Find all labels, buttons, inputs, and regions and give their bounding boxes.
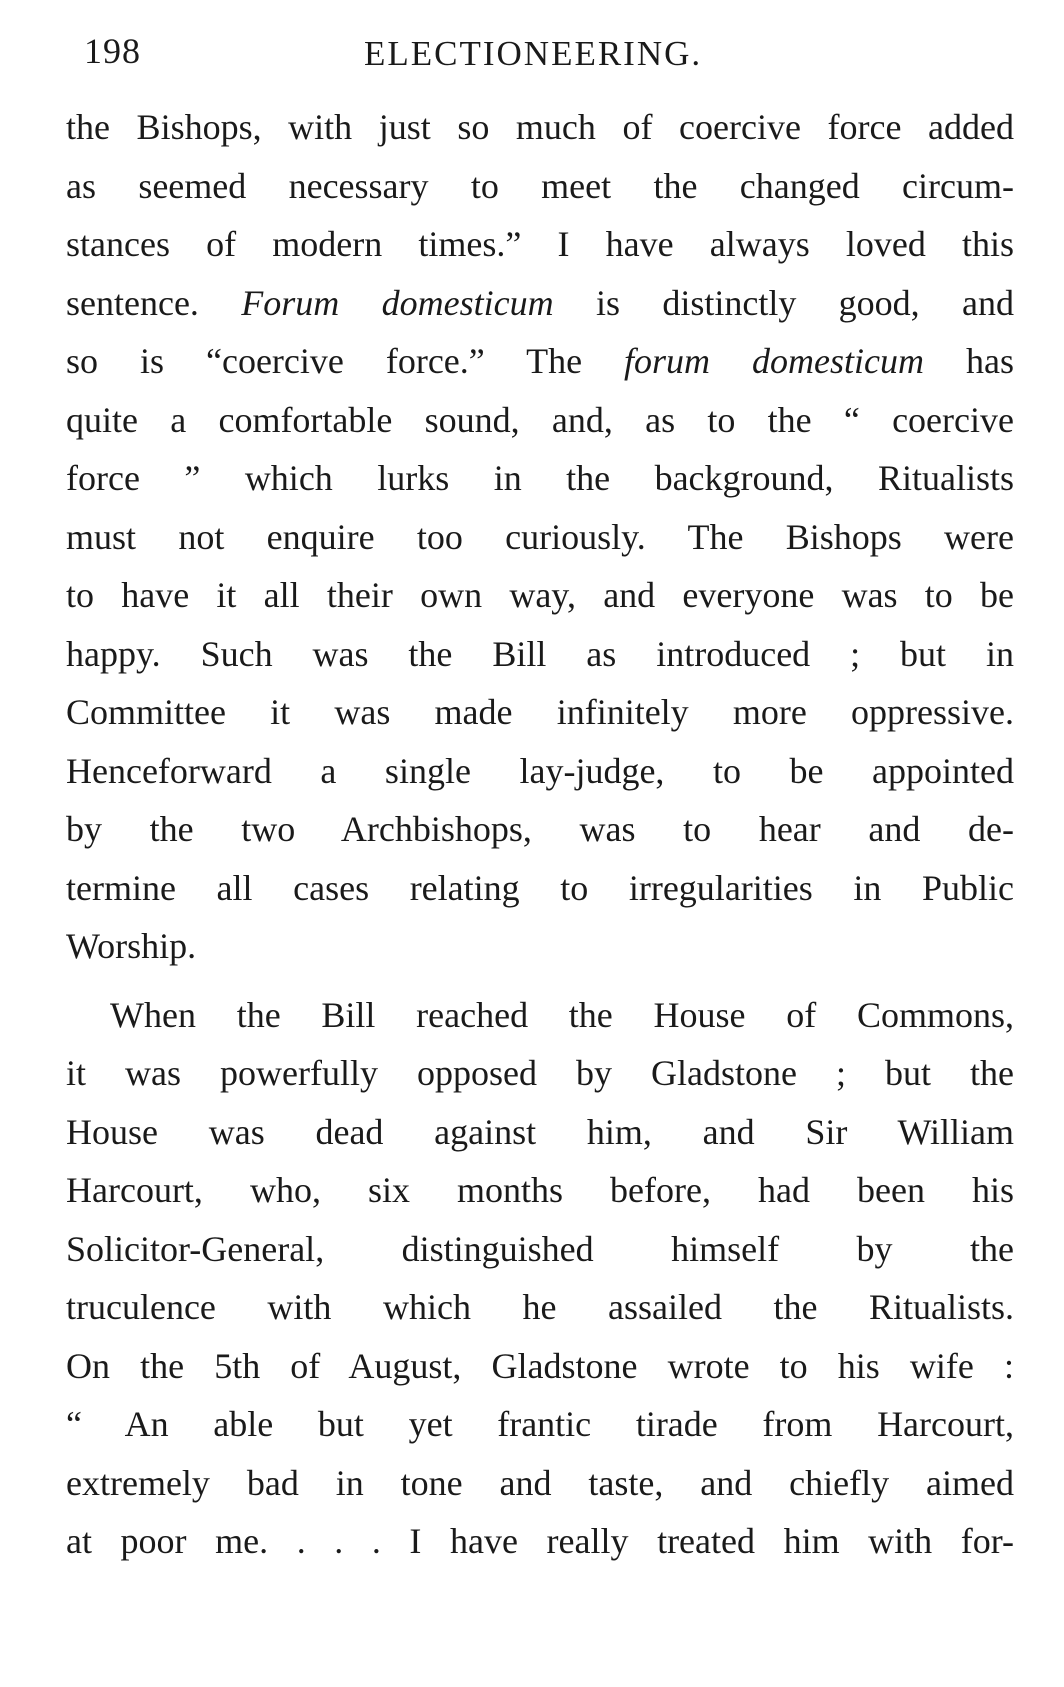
text-line: Committee it was made infinitely more oppressive.	[66, 692, 1014, 732]
text-line: House was dead against him, and Sir William	[66, 1111, 1014, 1152]
text-run: so is “coercive force.” The	[66, 341, 625, 381]
paragraph-gap	[66, 976, 1014, 986]
text-run: is distinctly good, and	[553, 282, 1014, 323]
text-line: extremely bad in tone and taste, and chiefly aimed	[66, 1462, 1014, 1503]
text-line: Henceforward a single lay-judge, to be appointed	[66, 750, 1014, 791]
text-line: Harcourt, who, six months before, had been his	[66, 1170, 1014, 1210]
text-run: sentence.	[66, 282, 242, 323]
paragraph-2	[66, 986, 1014, 1571]
text-line: by the two Archbishops, was to hear and de-	[66, 809, 1014, 849]
text-line: Worship.	[66, 926, 197, 966]
text-line: force ” which lurks in the background, Ritualists	[66, 458, 1014, 498]
text-line: termine all cases relating to irregularities in Public	[66, 867, 1014, 908]
text-line	[66, 332, 1014, 391]
paragraph-1	[66, 98, 1014, 976]
text-line: Solicitor-General, distinguished himself by the	[66, 1228, 1014, 1269]
text-line: quite a comfortable sound, and, as to the “ coercive	[66, 399, 1014, 440]
text-line: truculence with which he assailed the Ritualists.	[66, 1287, 1014, 1327]
text-line: must not enquire too curiously. The Bishops were	[66, 516, 1014, 557]
running-head	[84, 24, 994, 80]
running-title: ELECTIONEERING.	[364, 34, 703, 73]
text-line: “ An able but yet frantic tirade from Harcourt,	[66, 1404, 1014, 1444]
text-line: stances of modern times.” I have always loved this	[66, 224, 1014, 264]
text-line: the Bishops, with just so much of coercive force added	[66, 107, 1014, 147]
text-line	[66, 274, 1014, 333]
text-line: happy. Such was the Bill as introduced ; but in	[66, 633, 1014, 674]
text-line: When the Bill reached the House of Commons,	[110, 994, 1014, 1035]
body-text	[66, 98, 1014, 1571]
page-number: 198	[84, 31, 141, 71]
latin-phrase: forum domesticum	[624, 341, 925, 381]
text-line: to have it all their own way, and everyone was to be	[66, 575, 1014, 615]
text-run: has	[924, 341, 1014, 381]
text-line: On the 5th of August, Gladstone wrote to his wife :	[66, 1345, 1014, 1386]
text-line: at poor me. . . . I have really treated him with for-	[66, 1521, 1014, 1561]
text-line: it was powerfully opposed by Gladstone ; but the	[66, 1053, 1014, 1093]
text-line: as seemed necessary to meet the changed circum-	[66, 165, 1014, 206]
latin-phrase: Forum domesticum	[241, 282, 554, 323]
